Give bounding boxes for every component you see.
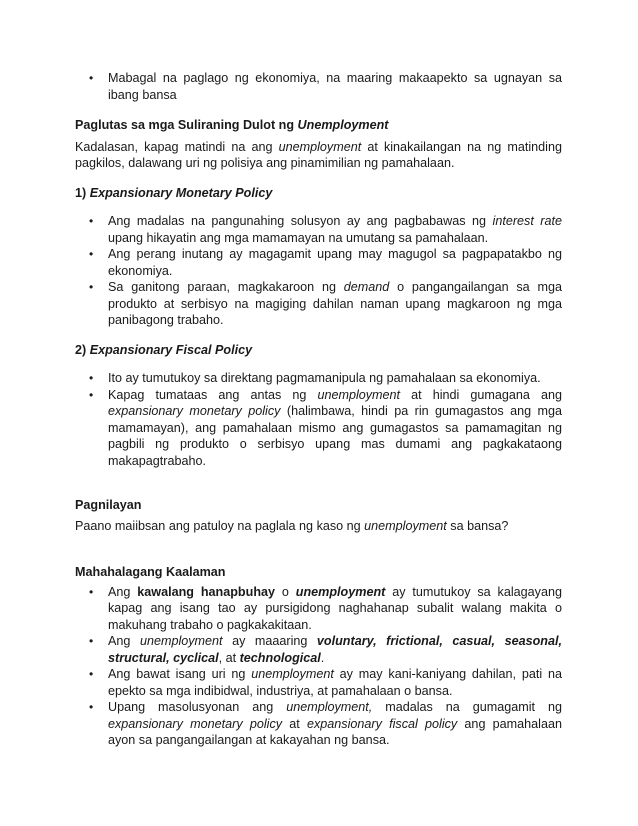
list-item (75, 666, 562, 699)
text: ay may kani-kaniyang dahilan, pati na epekto sa mga indibidwal, industriya, at pamahalaan o bansa. (108, 667, 562, 698)
text: at hindi gumagana ang (400, 387, 562, 402)
emph: unemployment, (286, 700, 373, 714)
text: o pangangailangan sa mga produkto at serbisyo na magiging dahilan naman upang magkaroon ng mga panibagong trabaho. (108, 280, 562, 327)
text: Ang bawat isang uri ng (108, 667, 252, 681)
emph: unemployment (364, 518, 447, 533)
emph: expansionary monetary policy (108, 404, 281, 418)
bullet-text: Mabagal na paglago ng ekonomiya, na maaring makaapekto sa ugnayan sa ibang bansa (108, 71, 562, 102)
text: ay tumutukoy sa kalagayang kapag ang isang tao ay pursigidong naghahanap subalit walang makita o makuhang trabaho o pagkakakitaan. (108, 584, 562, 632)
text: . (320, 650, 325, 665)
heading-number: 1) (75, 185, 90, 200)
text: sa bansa? (446, 518, 509, 533)
kaalaman-bullet-list (75, 584, 562, 749)
text: Paano maiibsan ang patuloy na paglala ng kaso ng (75, 518, 365, 533)
text: (halimbawa, hindi pa rin gumagastos ang mga mamamayan), ang pamahalaan mismo ang gumagastos sa pamamagitan ng pagbili ng produkto o serbisyo upang mas dumami ang pagkakataong makapagtrabaho. (108, 404, 562, 468)
text: ang pamahalaan ayon sa pangangailangan at kakayahan ng bansa. (108, 716, 562, 747)
document-page (75, 70, 562, 749)
top-bullet-list (75, 70, 562, 103)
list-item (75, 387, 562, 470)
text: upang hikayatin ang mga mamamayan na umutang sa pamahalaan. (108, 230, 489, 245)
emph: interest rate (492, 214, 563, 228)
question-pagnilayan (75, 518, 562, 535)
text: ay maaaring (222, 634, 317, 648)
list-item (75, 213, 562, 246)
strong-emph: technological (239, 650, 321, 665)
emph: unemployment (278, 139, 362, 154)
section-heading-kaalaman (75, 564, 562, 581)
heading-text: Paglutas sa mga Suliraning Dulot ng (75, 118, 298, 132)
strong-emph: unemployment (295, 584, 386, 599)
list-item (75, 246, 562, 279)
heading-emph: Unemployment (297, 118, 389, 132)
text: Ang perang inutang ay magagamit upang may magugol sa pagpapatakbo ng ekonomiya. (108, 247, 562, 278)
emph: demand (343, 280, 390, 294)
text: madalas na gumagamit ng (372, 700, 563, 714)
list-item (75, 70, 562, 103)
text: Upang masolusyonan ang (108, 700, 287, 714)
text: Kadalasan, kapag matindi na ang (75, 139, 279, 154)
emph: unemployment (139, 634, 223, 648)
text: Ang (108, 584, 138, 599)
text: Ang (108, 634, 140, 648)
heading-title: Expansionary Monetary Policy (89, 185, 273, 200)
list-item (75, 633, 562, 666)
text: , at (218, 650, 240, 665)
section-heading-fiscal (75, 342, 562, 359)
text: Kapag tumataas ang antas ng (108, 387, 318, 402)
monetary-bullet-list (75, 213, 562, 329)
heading-title: Expansionary Fiscal Policy (89, 342, 253, 357)
list-item (75, 699, 562, 749)
list-item (75, 584, 562, 634)
heading-text: Pagnilayan (75, 498, 142, 512)
section-heading-paglutas (75, 117, 562, 134)
strong: kawalang hanapbuhay (137, 584, 276, 599)
text: at kinakailangan na ng matinding pagkilos, dalawang uri ng polisiya ang pinamimilian ng pamahalaan. (75, 139, 562, 170)
text: Ito ay tumutukoy sa direktang pagmamanipula ng pamahalaan sa ekonomiya. (108, 371, 541, 385)
text: Ang madalas na pangunahing solusyon ay ang pagbabawas ng (108, 214, 493, 228)
paragraph-paglutas (75, 139, 562, 172)
text: o (275, 584, 296, 599)
emph: expansionary monetary policy (108, 716, 283, 731)
text: at (282, 716, 307, 731)
emph: expansionary fiscal policy (306, 716, 458, 731)
list-item (75, 279, 562, 329)
emph: unemployment (317, 387, 401, 402)
text: Sa ganitong paraan, magkakaroon ng (108, 280, 344, 294)
heading-number: 2) (75, 342, 90, 357)
list-item (75, 370, 562, 387)
fiscal-bullet-list (75, 370, 562, 469)
emph: unemployment (251, 667, 334, 681)
strong-emph: voluntary, frictional, casual, seasonal, structural, cyclical (108, 634, 562, 665)
section-heading-pagnilayan (75, 497, 562, 514)
section-heading-monetary (75, 185, 562, 202)
heading-text: Mahahalagang Kaalaman (75, 565, 226, 579)
